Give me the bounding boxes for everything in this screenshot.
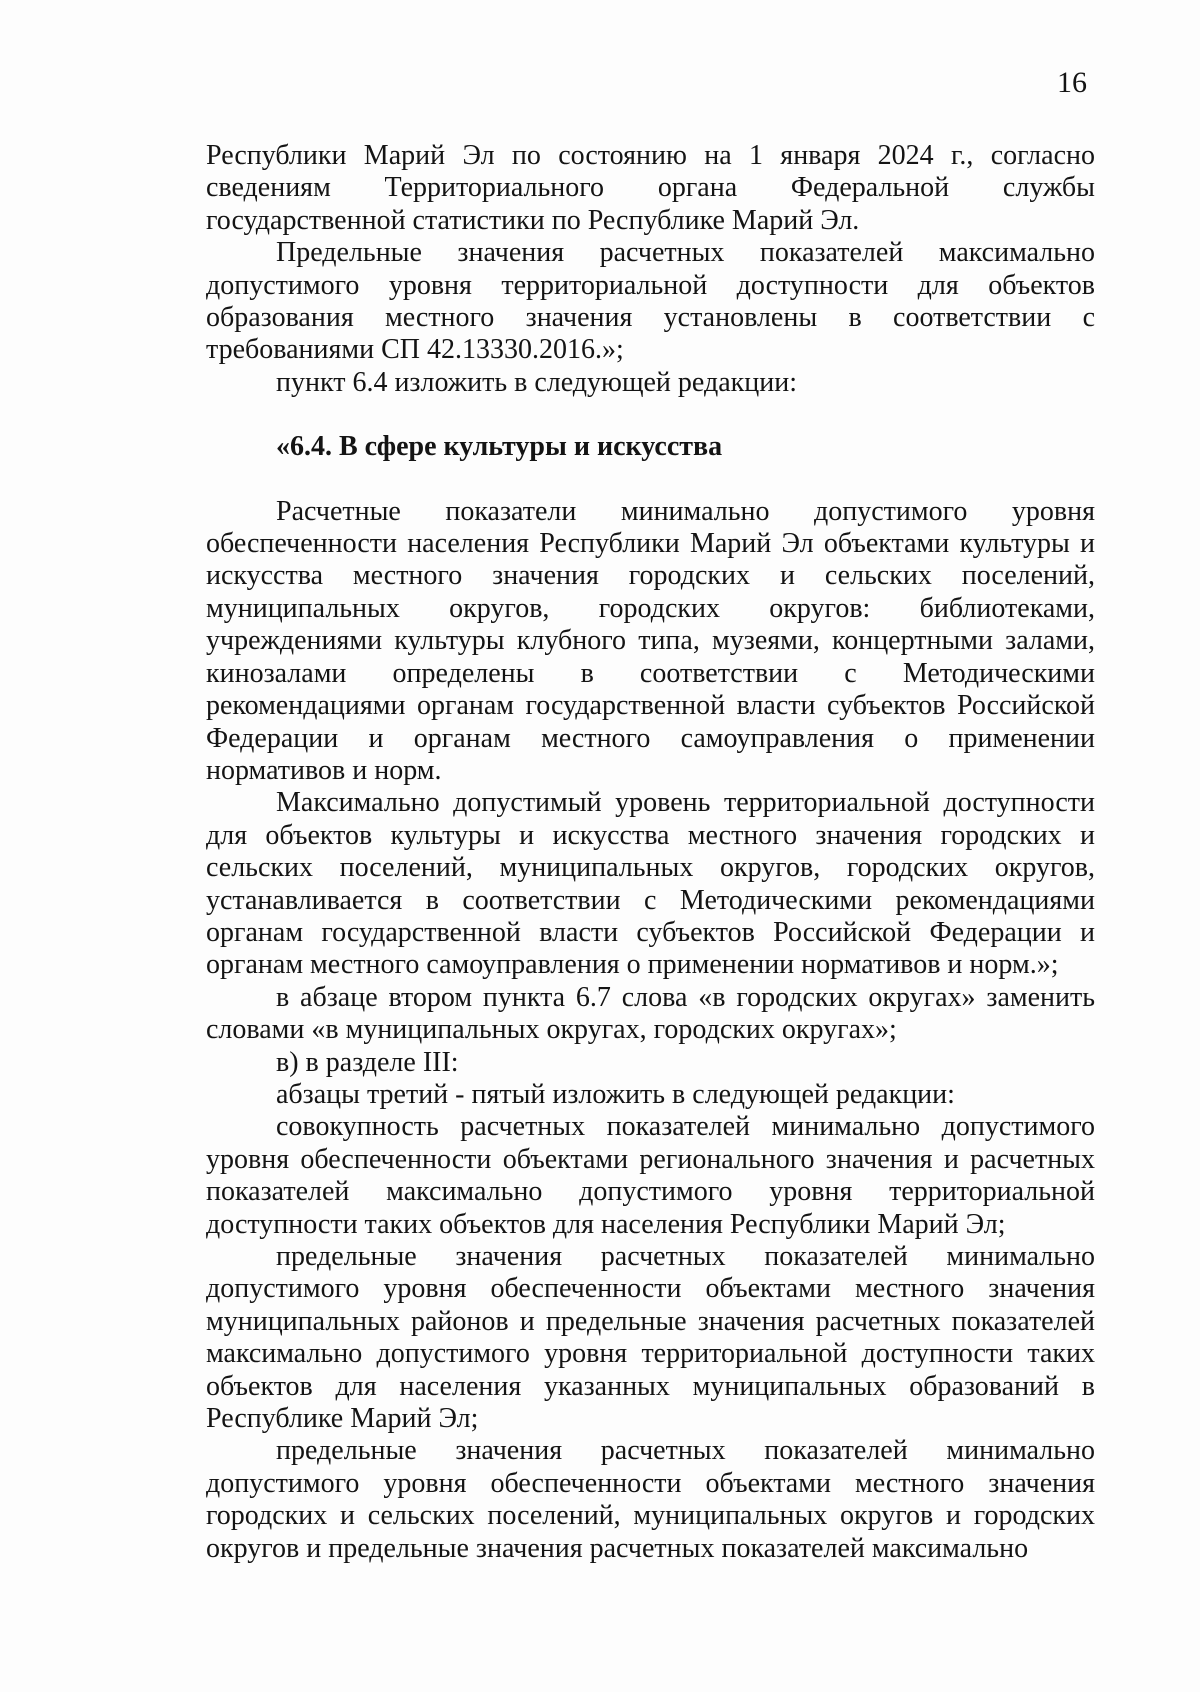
paragraph: Предельные значения расчетных показателей максимально допустимого уровня территориальной доступности для объектов образования местного значения установлены в соответствии с требованиями СП 42.13330.2016.»; [206, 237, 1095, 366]
paragraph: абзацы третий - пятый изложить в следующей редакции: [276, 1078, 955, 1110]
paragraph: предельные значения расчетных показателей минимально допустимого уровня обеспеченности объектами местного значения муниципальных районов и предельные значения расчетных показателей максимально допустимого уровня территориальной доступности таких объектов для населения указанных муниципальных образований в Республике Марий Эл; [206, 1241, 1095, 1435]
paragraph: Максимально допустимый уровень территориальной доступности для объектов культуры и искусства местного значения городских и сельских поселений, муниципальных округов, городских округов, устанавливается в соответствии с Методическими рекомендациями органам государственной власти субъектов Российской Федерации и органам местного самоуправления о применении нормативов и норм.»; [206, 787, 1095, 981]
paragraph: предельные значения расчетных показателей минимально допустимого уровня обеспеченности объектами местного значения городских и сельских поселений, муниципальных округов и городских округов и предельные значения расчетных показателей максимально [206, 1435, 1095, 1564]
paragraph-continued: Республики Марий Эл по состоянию на 1 января 2024 г., согласно сведениям Территориального органа Федеральной службы государственной статистики по Республике Марий Эл. [206, 140, 1095, 236]
paragraph: совокупность расчетных показателей минимально допустимого уровня обеспеченности объектами регионального значения и расчетных показателей максимально допустимого уровня территориальной доступности таких объектов для населения Республики Марий Эл; [206, 1111, 1095, 1240]
paragraph: Расчетные показатели минимально допустимого уровня обеспеченности населения Республики Марий Эл объектами культуры и искусства местного значения городских и сельских поселений, муниципальных округов, городских округов: библиотеками, учреждениями культуры клубного типа, музеями, концертными залами, кинозалами определены в соответствии с Методическими рекомендациями органам государственной власти субъектов Российской Федерации и органам местного самоуправления о применении нормативов и норм. [206, 495, 1095, 786]
section-heading: «6.4. В сфере культуры и искусства [276, 431, 723, 463]
page-number: 16 [1057, 66, 1087, 99]
paragraph: в абзаце втором пункта 6.7 слова «в городских округах» заменить словами «в муниципальных округах, городских округах»; [206, 981, 1095, 1046]
paragraph: в) в разделе III: [276, 1046, 459, 1078]
document-body [206, 140, 1095, 1565]
paragraph: пункт 6.4 изложить в следующей редакции: [276, 366, 797, 398]
